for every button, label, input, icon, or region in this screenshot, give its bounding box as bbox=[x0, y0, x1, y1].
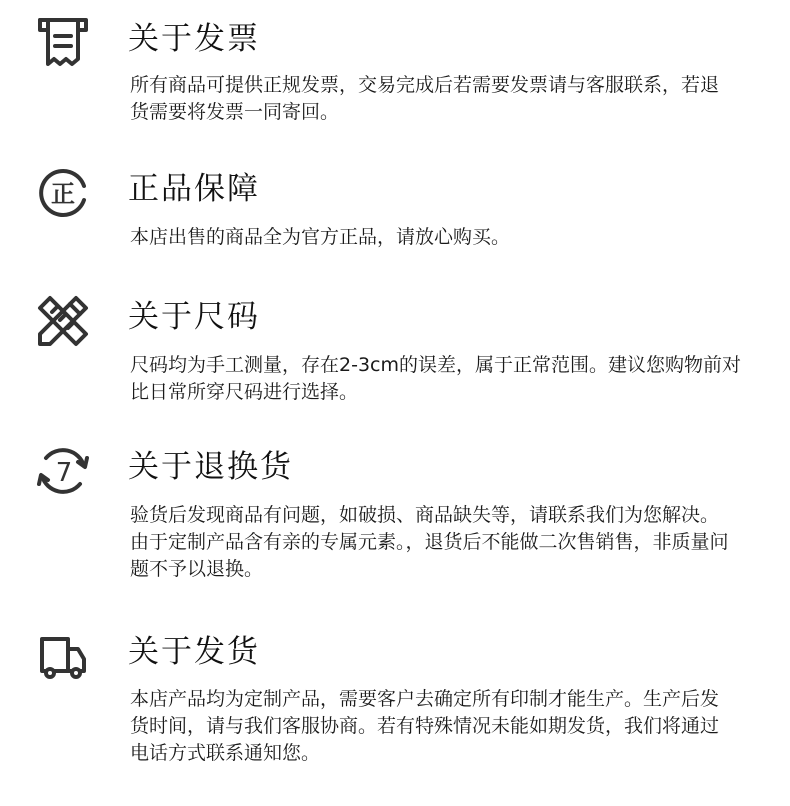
svg-text:7: 7 bbox=[55, 458, 73, 488]
seven-day-return-icon bbox=[34, 442, 92, 500]
delivery-truck-icon bbox=[34, 627, 92, 685]
section-description: 尺码均为手工测量，存在2-3cm的误差，属于正常范围。建议您购物前对 比日常所穿尺码进行选择。 bbox=[130, 354, 741, 403]
section-description: 本店出售的商品全为官方正品，请放心购买。 bbox=[130, 226, 511, 248]
section-description: 所有商品可提供正规发票，交易完成后若需要发票请与客服联系，若退 货需要将发票一同寄回。 bbox=[130, 74, 720, 123]
section-title: 关于发货 bbox=[128, 634, 260, 670]
section-title: 关于退换货 bbox=[128, 449, 293, 485]
ruler-pencil-icon bbox=[34, 292, 92, 350]
section-title: 关于尺码 bbox=[128, 299, 260, 335]
section-description: 本店产品均为定制产品，需要客户去确定所有印制才能生产。生产后发 货时间，请与我们客服协商。若有特殊情况未能如期发货，我们将通过 电话方式联系通知您。 bbox=[130, 688, 720, 764]
receipt-icon bbox=[34, 14, 92, 72]
section-title: 关于发票 bbox=[128, 21, 260, 57]
section-title: 正品保障 bbox=[128, 171, 260, 207]
svg-text:正: 正 bbox=[51, 180, 75, 208]
section-description: 验货后发现商品有问题，如破损、商品缺失等，请联系我们为您解决。 由于定制产品含有亲的专属元素。，退货后不能做二次售销售，非质量问 题不予以退换。 bbox=[130, 504, 729, 580]
genuine-badge-icon bbox=[34, 164, 92, 222]
